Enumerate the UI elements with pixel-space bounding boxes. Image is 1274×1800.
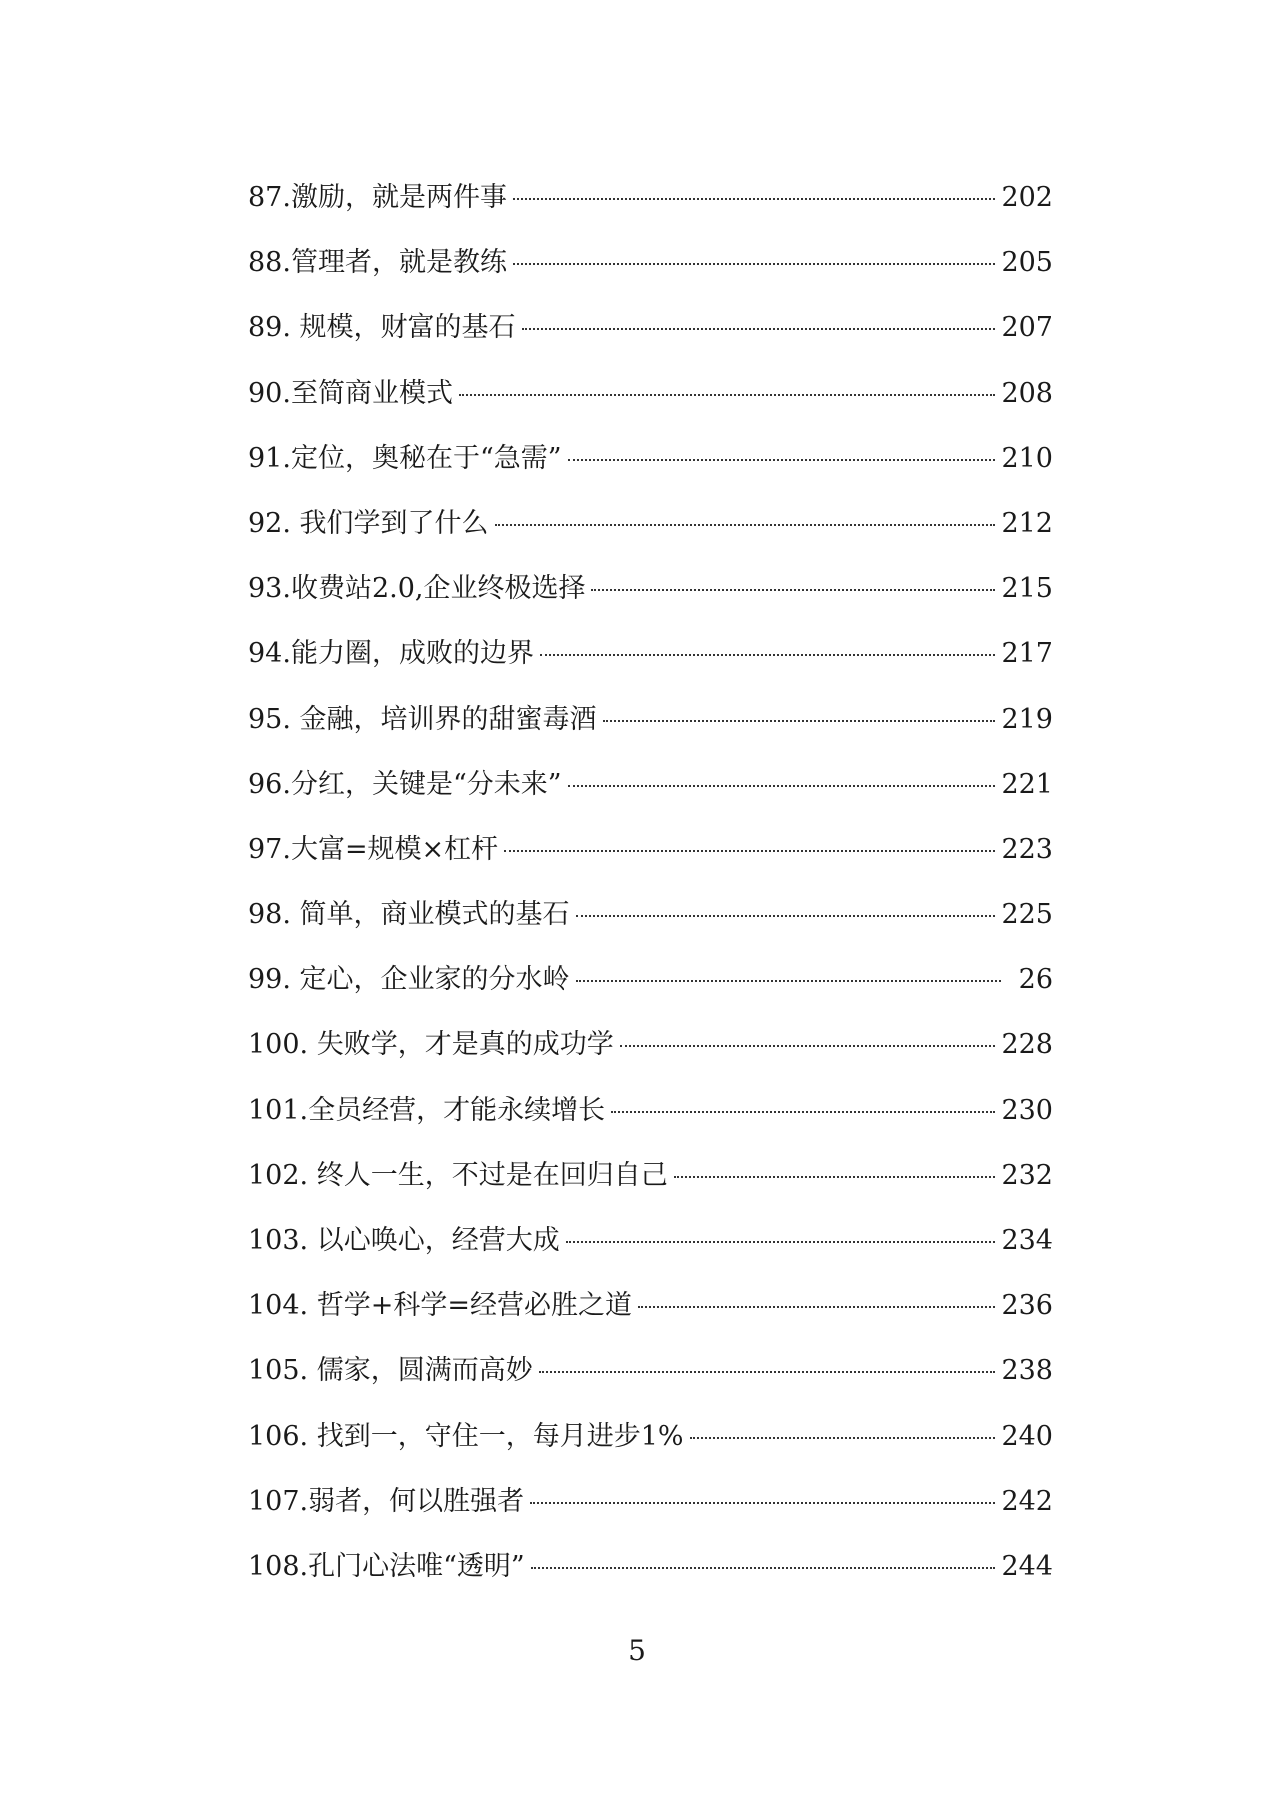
dot-leader: [576, 915, 996, 917]
toc-entry-title: 101.全员经营，才能永续增长: [248, 1094, 606, 1126]
toc-entry[interactable]: [248, 1351, 1053, 1416]
toc-entry[interactable]: [248, 1091, 1053, 1156]
toc-entry-title: 93.收费站2.0,企业终极选择: [248, 573, 586, 605]
toc-entry[interactable]: [248, 830, 1053, 895]
toc-entry-page: 230: [1001, 1094, 1053, 1126]
toc-entry[interactable]: [248, 374, 1053, 439]
toc-entry-title: 106. 找到一，守住一，每月进步1%: [248, 1420, 684, 1452]
toc-entry-title: 105. 儒家，圆满而高妙: [248, 1355, 533, 1387]
toc-entry[interactable]: [248, 243, 1053, 308]
dot-leader: [530, 1502, 995, 1504]
dot-leader: [591, 589, 995, 591]
toc-entry[interactable]: [248, 308, 1053, 373]
dot-leader: [504, 850, 995, 852]
toc-entry-page: 219: [1001, 703, 1053, 735]
toc-entry[interactable]: [248, 1156, 1053, 1221]
toc-entry-title: 97.大富=规模×杠杆: [248, 833, 499, 865]
toc-entry[interactable]: [248, 504, 1053, 569]
toc-entry-page: 236: [1001, 1290, 1053, 1322]
dot-leader: [690, 1437, 996, 1439]
toc-entry-page: 223: [1001, 833, 1053, 865]
toc-entry-page: 244: [1001, 1550, 1053, 1582]
toc-entry-page: 234: [1001, 1225, 1053, 1256]
dot-leader: [513, 198, 996, 200]
toc-entry[interactable]: [248, 700, 1053, 765]
toc-entry-title: 89. 规模，财富的基石: [248, 312, 516, 344]
toc-entry-title: 108.孔门心法唯“透明”: [248, 1550, 525, 1582]
toc-entry-page: 242: [1001, 1485, 1053, 1517]
toc-entry[interactable]: [248, 178, 1053, 243]
dot-leader: [674, 1176, 996, 1178]
table-of-contents: [248, 178, 1053, 1612]
toc-entry-title: 99. 定心，企业家的分水岭: [248, 964, 570, 996]
toc-entry[interactable]: [248, 1547, 1053, 1612]
toc-entry[interactable]: [248, 1286, 1053, 1351]
toc-entry-page: 205: [1001, 247, 1053, 279]
dot-leader: [603, 720, 996, 722]
dot-leader: [495, 524, 996, 526]
toc-entry[interactable]: [248, 634, 1053, 699]
page-number: 5: [628, 1634, 646, 1667]
toc-entry-title: 95. 金融，培训界的甜蜜毒酒: [248, 703, 597, 735]
toc-entry-page: 208: [1001, 377, 1053, 409]
toc-entry-title: 94.能力圈，成败的边界: [248, 638, 534, 670]
dot-leader: [513, 263, 996, 265]
dot-leader: [576, 980, 1001, 982]
toc-entry-page: 238: [1001, 1355, 1053, 1387]
dot-leader: [611, 1111, 995, 1113]
dot-leader: [539, 1371, 996, 1373]
toc-entry-page: 232: [1001, 1159, 1053, 1191]
toc-entry-title: 90.至简商业模式: [248, 377, 453, 409]
toc-entry-page: 228: [1001, 1029, 1053, 1061]
toc-entry-title: 92. 我们学到了什么: [248, 507, 489, 539]
toc-entry-page: 212: [1001, 507, 1053, 539]
dot-leader: [568, 785, 996, 787]
toc-entry-title: 88.管理者，就是教练: [248, 247, 507, 279]
toc-entry-title: 103. 以心唤心，经营大成: [248, 1225, 560, 1256]
dot-leader: [566, 1241, 996, 1243]
toc-entry-title: 96.分红，关键是“分未来”: [248, 768, 562, 800]
toc-entry-title: 107.弱者，何以胜强者: [248, 1485, 525, 1517]
dot-leader: [531, 1567, 996, 1569]
toc-entry[interactable]: [248, 960, 1053, 1025]
toc-entry-title: 91.定位，奥秘在于“急需”: [248, 442, 562, 474]
dot-leader: [568, 459, 996, 461]
dot-leader: [540, 654, 996, 656]
toc-entry-page: 240: [1001, 1420, 1053, 1452]
toc-entry-title: 87.激励，就是两件事: [248, 182, 507, 213]
toc-entry[interactable]: [248, 1482, 1053, 1547]
toc-entry[interactable]: [248, 1221, 1053, 1286]
toc-entry-page: 26: [1018, 964, 1053, 996]
toc-entry-title: 104. 哲学+科学=经营必胜之道: [248, 1290, 632, 1322]
dot-leader: [459, 394, 996, 396]
dot-leader: [638, 1306, 996, 1308]
toc-entry-title: 100. 失败学，才是真的成功学: [248, 1029, 614, 1061]
toc-entry-title: 102. 终人一生，不过是在回归自己: [248, 1159, 668, 1191]
toc-entry[interactable]: [248, 569, 1053, 634]
toc-entry[interactable]: [248, 1417, 1053, 1482]
toc-entry-page: 221: [1001, 768, 1053, 800]
toc-entry-page: 210: [1001, 442, 1053, 474]
toc-entry-title: 98. 简单，商业模式的基石: [248, 899, 570, 931]
toc-entry[interactable]: [248, 439, 1053, 504]
dot-leader: [620, 1045, 996, 1047]
toc-entry[interactable]: [248, 895, 1053, 960]
toc-entry-page: 202: [1001, 182, 1053, 213]
toc-entry[interactable]: [248, 765, 1053, 830]
toc-entry[interactable]: [248, 1025, 1053, 1090]
toc-entry-page: 215: [1001, 573, 1053, 605]
toc-entry-page: 217: [1001, 638, 1053, 670]
toc-entry-page: 225: [1001, 899, 1053, 931]
toc-entry-page: 207: [1001, 312, 1053, 344]
dot-leader: [522, 328, 996, 330]
